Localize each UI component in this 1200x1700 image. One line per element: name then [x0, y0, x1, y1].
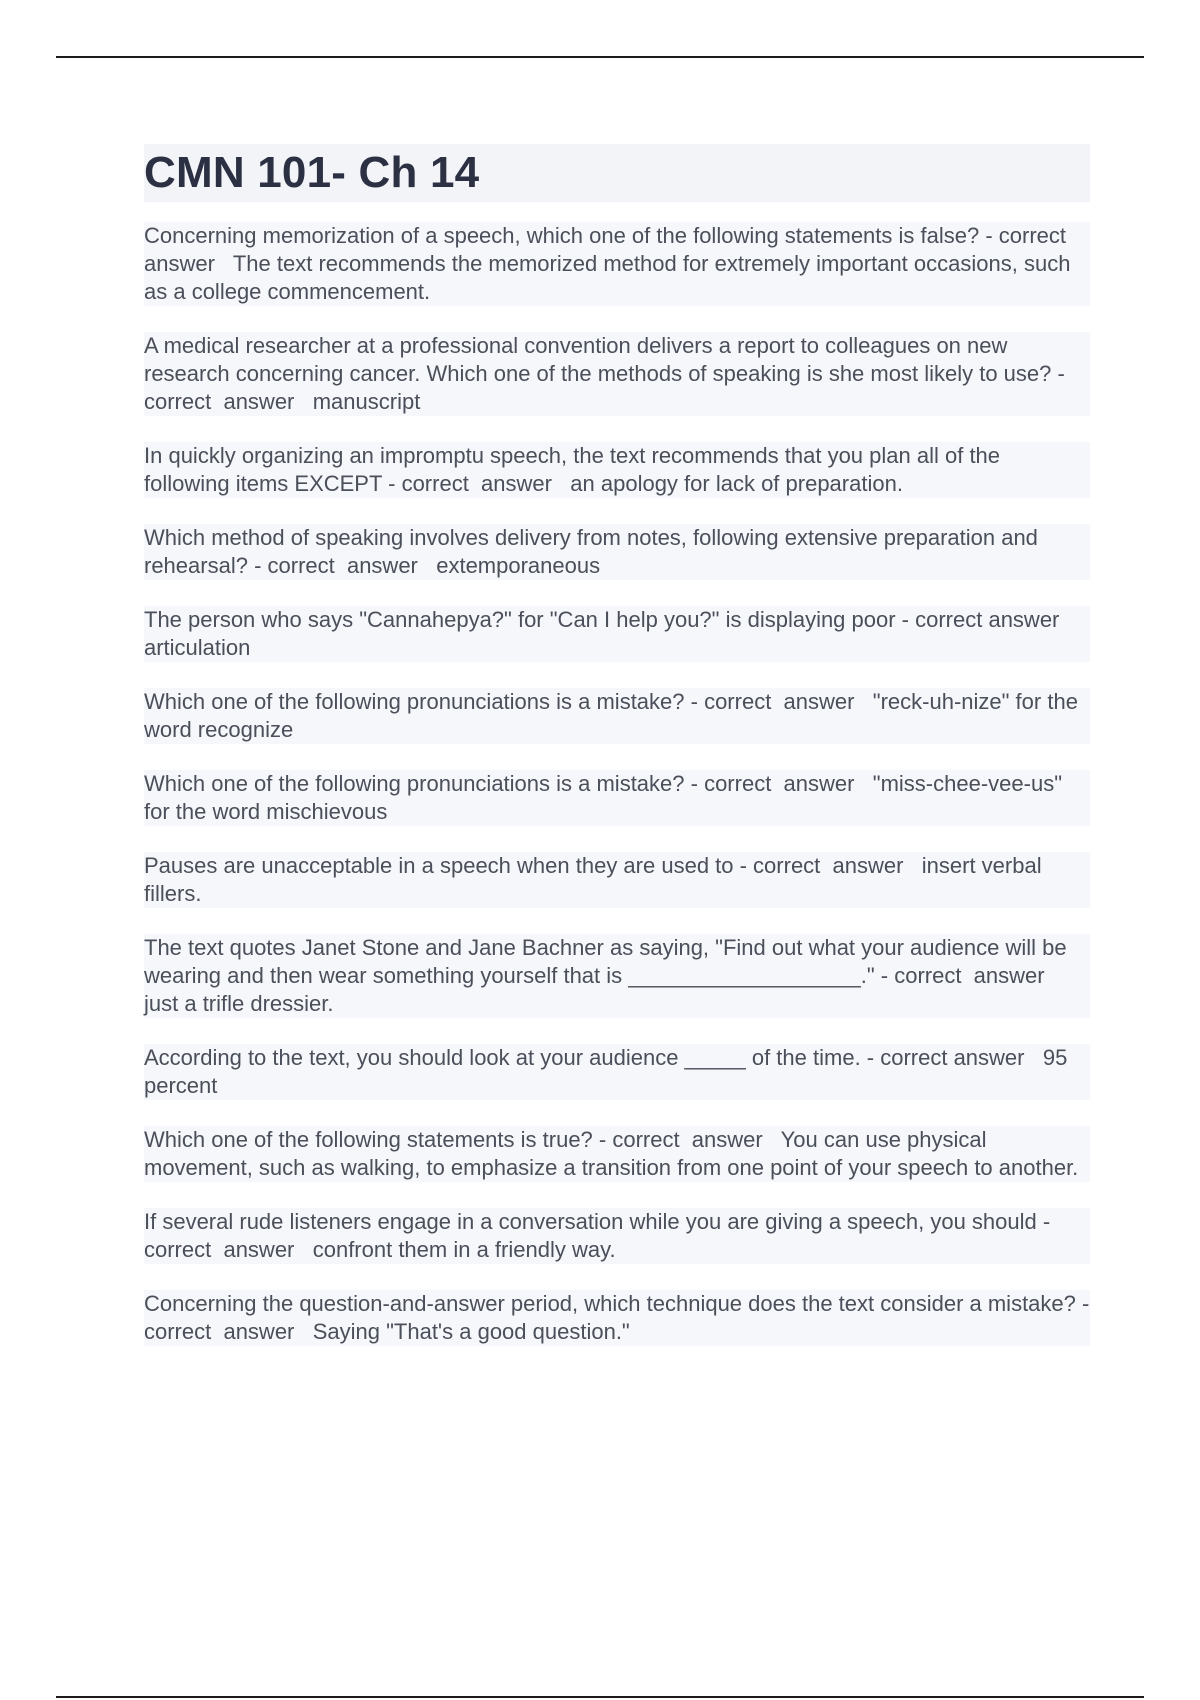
title-band — [144, 144, 1090, 202]
qa-text: Which one of the following pronunciations is a mistake? - correct answer "miss-chee-vee-us" for the word mischievous — [144, 771, 1069, 824]
qa-item — [144, 332, 1090, 416]
qa-item — [144, 934, 1090, 1018]
qa-text: In quickly organizing an impromptu speech, the text recommends that you plan all of the following items EXCEPT - correct answer an apology for lack of preparation. — [144, 443, 1007, 496]
qa-item — [144, 770, 1090, 826]
qa-item — [144, 442, 1090, 498]
qa-item — [144, 1126, 1090, 1182]
qa-text: Which one of the following pronunciations is a mistake? - correct answer "reck-uh-nize" for the word recognize — [144, 689, 1085, 742]
qa-text: Concerning the question-and-answer period, which technique does the text consider a mistake? - correct answer Saying "That's a good question." — [144, 1291, 1096, 1344]
qa-item — [144, 606, 1090, 662]
qa-text: The person who says "Cannahepya?" for "Can I help you?" is displaying poor - correct answer articulation — [144, 607, 1078, 660]
document-body — [144, 144, 1096, 1372]
qa-text: A medical researcher at a professional convention delivers a report to colleagues on new research concerning cancer. Which one of the methods of speaking is she most likely to use? - correct answer manuscript — [144, 333, 1071, 414]
qa-text: Which method of speaking involves delivery from notes, following extensive preparation and rehearsal? - correct answer extemporaneous — [144, 525, 1045, 578]
qa-text: If several rude listeners engage in a conversation while you are giving a speech, you should - correct answer confront them in a friendly way. — [144, 1209, 1057, 1262]
qa-text: Concerning memorization of a speech, which one of the following statements is false? - correct answer The text recommends the memorized method for extremely important occasions, such as a college commencement. — [144, 223, 1079, 304]
qa-item — [144, 852, 1090, 908]
qa-item — [144, 1290, 1096, 1346]
qa-item — [144, 1208, 1090, 1264]
qa-text: Pauses are unacceptable in a speech when they are used to - correct answer insert verbal fillers. — [144, 853, 1048, 906]
footer-rule — [56, 1696, 1144, 1698]
qa-item — [144, 222, 1090, 306]
header-rule — [56, 56, 1144, 58]
question-answer-list — [144, 222, 1096, 1346]
qa-item — [144, 688, 1090, 744]
qa-item — [144, 524, 1090, 580]
qa-text: The text quotes Janet Stone and Jane Bachner as saying, "Find out what your audience will be wearing and then wear something yourself that is ___________________." - correct answer just a trifle dressier. — [144, 935, 1073, 1016]
qa-item — [144, 1044, 1090, 1100]
qa-text: According to the text, you should look at your audience _____ of the time. - correct answer 95 percent — [144, 1045, 1074, 1098]
qa-text: Which one of the following statements is true? - correct answer You can use physical movement, such as walking, to emphasize a transition from one point of your speech to another. — [144, 1127, 1079, 1180]
page-title: CMN 101- Ch 14 — [144, 148, 480, 197]
